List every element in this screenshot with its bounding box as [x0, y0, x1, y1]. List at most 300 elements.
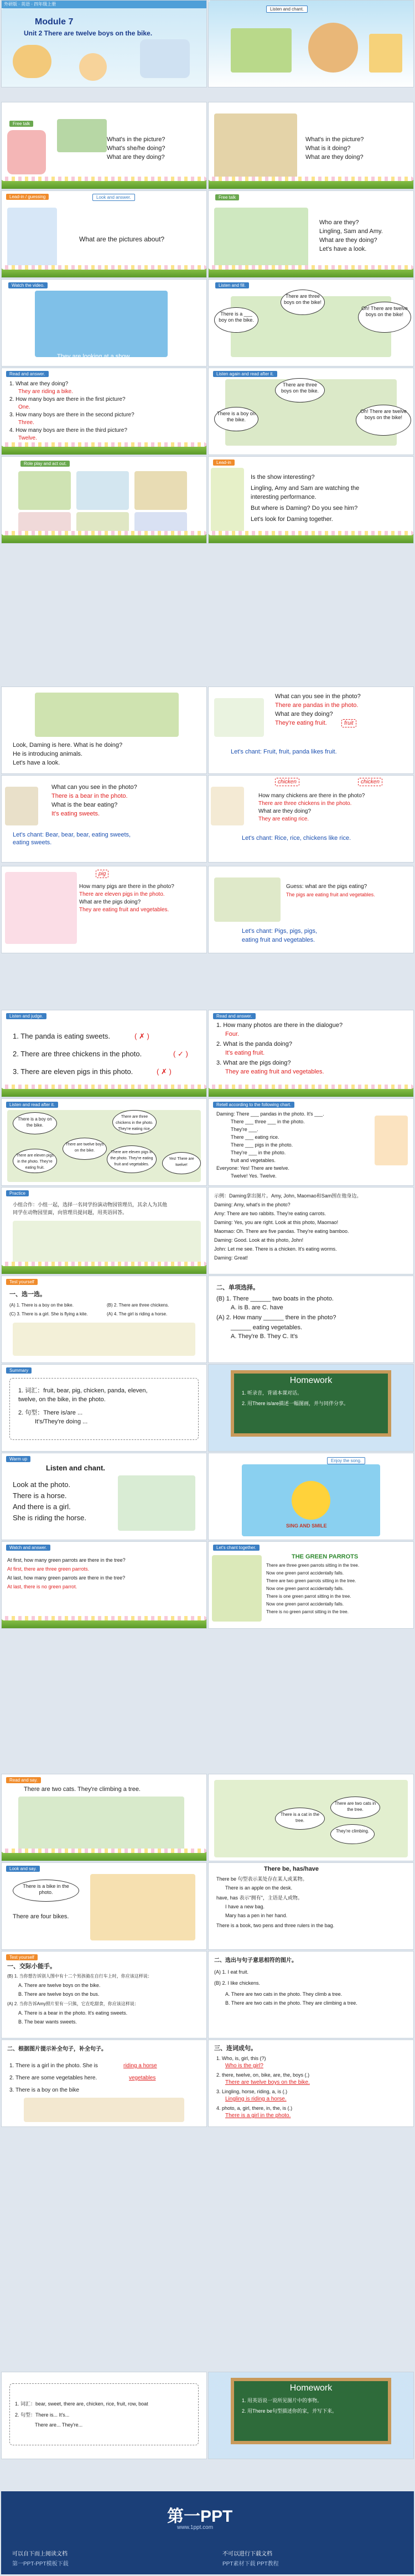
slide-enjoy-song — [208, 1453, 414, 1540]
option-1b: B. There are twelve boys on the bus. — [18, 1991, 100, 1997]
example-2: Daming: Amy, what's in the photo? — [214, 1202, 290, 1207]
line-3: What is the bear eating? — [51, 802, 118, 808]
section-tag: Listen and read after it. — [6, 1102, 58, 1108]
slide-free-talk-1 — [1, 102, 207, 189]
sentence: There are two cats. They're climbing a tree. — [24, 1786, 141, 1793]
question-1: What's in the picture? — [305, 136, 364, 143]
grass-strip — [2, 446, 206, 455]
site-footer — [1, 2491, 414, 2574]
options-3: A. They're B. They C. It's — [231, 1333, 298, 1340]
cartoon-picture — [7, 208, 57, 269]
exercise-heading: 二、选出与句子意思相符的图片。 — [214, 1958, 297, 1964]
grammar-5: Mary has a pen in her hand. — [225, 1913, 288, 1918]
answer-2: At last, there is no green parrot. — [7, 1584, 77, 1589]
line-3: Let's have a look. — [13, 760, 60, 766]
example-1: 示例：Daming拿出图片。Amy, John, Maomao和Sam围在他身边。 — [214, 1193, 362, 1199]
chant-line-3: And there is a girl. — [13, 1503, 71, 1511]
line-3: What are the pigs doing? — [79, 899, 141, 905]
grammar-2: There is an apple on the desk. — [225, 1885, 293, 1891]
slide-chant-parrots — [208, 1541, 414, 1629]
summary-2: 2. 句型：There is... It's... — [15, 2412, 70, 2418]
section-tag: Practice — [6, 1190, 29, 1196]
question-4: 4. How many boys are there in the third picture? — [9, 427, 127, 433]
speech-bubble: There is a boy on the bike. — [214, 407, 258, 431]
slide-homework-2 — [208, 2372, 414, 2459]
line-3: interesting performance. — [251, 494, 317, 500]
line-1: What can you see in the photo? — [275, 693, 361, 700]
video-frame[interactable] — [35, 291, 168, 357]
example-8: Daming: Great! — [214, 1255, 248, 1261]
blackboard — [231, 2378, 391, 2444]
zoo-picture — [35, 693, 179, 737]
item-4: (A) 4. The girl is riding a horse. — [107, 1312, 168, 1317]
panel-2 — [76, 471, 129, 510]
answer-1: Lingling, Sam and Amy. — [319, 228, 383, 235]
question-1: 1. How many photos are there in the dialogue? — [216, 1022, 343, 1029]
grass-strip — [209, 180, 413, 189]
chant: Let's chant: Fruit, fruit, panda likes fruit. — [231, 748, 337, 755]
question-2: At last, how many green parrots are there in the tree? — [7, 1575, 126, 1581]
answer-2: There are twelve boys on the bike. — [225, 2079, 310, 2085]
grammar-3: have, has 表示"拥有"，主语是人或物。 — [216, 1895, 303, 1901]
blackboard — [231, 1370, 391, 1437]
chicken-picture — [211, 787, 244, 825]
grass-strip — [209, 269, 413, 277]
question-3: 3. How many boys are there in the second picture? — [9, 412, 134, 418]
question-3: 3. What are the pigs doing? — [216, 1060, 291, 1066]
circus-picture — [214, 113, 297, 180]
grass-strip — [209, 1088, 413, 1097]
chant-line-2: Now one green parrot accidentally falls. — [266, 1571, 344, 1576]
grass-strip — [2, 1619, 206, 1628]
section-tag: Watch the video. — [8, 282, 48, 288]
character-picture — [375, 1116, 408, 1165]
slide-test-4 — [208, 1951, 414, 2038]
chant-line-4: She is riding the horse. — [13, 1514, 86, 1522]
slide-who-are-they — [208, 190, 414, 278]
line-2: There is a bear in the photo. — [51, 793, 128, 799]
item-2: (B) 2. There are three chickens. — [107, 1303, 169, 1308]
section-tag: Lead-in / guessing — [6, 194, 49, 200]
line-4: It's eating sweets. — [51, 811, 100, 817]
homework-2: 2. 用There be句型描述你的家，并写下来。 — [242, 2408, 338, 2414]
line-2: The pigs are eating fruit and vegetables. — [286, 892, 375, 897]
chant-line-4: Now one green parrot accidentally falls. — [266, 1586, 344, 1591]
section-tag: Role play and act out. — [20, 461, 70, 467]
section-tag: Retell according to the following chart. — [213, 1102, 294, 1108]
footer-note-3: 不可以进行下载文档 — [222, 2551, 272, 2557]
answer-4: There is a girl in the photo. — [225, 2113, 291, 2119]
chant-line-7: There is no green parrot sitting in the tree. — [266, 1609, 349, 1614]
line-5: Let's look for Daming together. — [251, 516, 333, 523]
question: What are the pictures about? — [79, 235, 165, 243]
chant-line-1: Look at the photo. — [13, 1480, 71, 1489]
question-2: What are they doing? — [319, 237, 377, 244]
statement-2: 2. There are three chickens in the photo. — [13, 1050, 142, 1058]
answer-2: vegetables — [129, 2075, 156, 2081]
summary-1: 1. 词汇：fruit, bear, pig, chicken, panda, eleven, — [18, 1387, 148, 1394]
exercise-heading: 一、选一选。 — [9, 1291, 46, 1298]
answer-1: Four. — [225, 1031, 240, 1037]
girl-picture — [7, 130, 46, 174]
item-1: 1. There is a girl in the photo. She is — [9, 2063, 98, 2069]
slide-look-answer — [1, 190, 207, 278]
speech-bubble: There is a boy on the bike. — [13, 1112, 57, 1134]
chant-2: eating fruit and vegetables. — [242, 937, 315, 943]
exercise-heading: 二、根据图片提示补全句子，补全句子。 — [7, 2046, 107, 2052]
slide-listen-fill — [208, 279, 414, 366]
grammar-6: There is a book, two pens and three rulers in the bag. — [216, 1923, 335, 1928]
answer-2: It's eating fruit. — [225, 1050, 265, 1056]
prompt: Let's have a look. — [319, 246, 367, 252]
retell-8: Everyone: Yes! There are twelve. — [216, 1165, 289, 1171]
slide-warm-up — [1, 1453, 207, 1540]
statement-3: 3. There are eleven pigs in this photo. — [13, 1067, 133, 1076]
grammar-1: There be 句型表示某处存在某人或某物。 — [216, 1876, 308, 1882]
question-3: What are they doing? — [305, 154, 364, 161]
instruction-2: 同学在动物园里面，向管理员提问题，用英语回答。 — [13, 1210, 128, 1215]
chant-title: THE GREEN PARROTS — [292, 1553, 359, 1560]
grass-strip — [2, 1852, 206, 1861]
cartoon-child — [13, 45, 51, 78]
summary-2: twelve, on the bike, in the photo. — [18, 1396, 106, 1403]
line-3: What are they doing? — [275, 711, 333, 717]
retell-2: There ___ three ___ in the photo. — [231, 1119, 305, 1124]
answer-1: At first, there are three green parrots. — [7, 1566, 90, 1572]
line-2: There are pandas in the photo. — [275, 702, 359, 709]
instruction-1: 小组合作：小组一起，选择一名同学扮演动物园管理员，其余人为其他 — [13, 1202, 168, 1207]
option-2a: A. There are two cats in the photo. They climb a tree. — [225, 1991, 343, 1997]
question-1: What's in the picture? — [107, 136, 165, 143]
line-2: Lingling, Amy and Sam are watching the — [251, 485, 360, 492]
retell-4: There ___ eating rice. — [231, 1134, 279, 1140]
options-picture — [13, 1323, 195, 1356]
item-2: (A) 2. How many ______ there in the photo? — [216, 1314, 336, 1321]
sentence: There are four bikes. — [13, 1913, 69, 1920]
slide-example — [208, 1187, 414, 1274]
hint-pictures — [24, 2098, 184, 2122]
section-tag: Listen again and read after it. — [213, 371, 277, 377]
speech-bubble: There are three boys on the bike. — [275, 378, 325, 402]
question-2: What is it doing? — [305, 145, 351, 152]
speech-bubble: There are eleven pigs in the photo. They're eating fruit. — [13, 1149, 57, 1173]
line-1: How many pigs are there in the photo? — [79, 884, 174, 890]
chant-line-2: There is a horse. — [13, 1491, 67, 1500]
speech-bubble: They're climbing. — [330, 1824, 375, 1844]
slide-listen-read — [1, 1098, 207, 1186]
slide-watch-video — [1, 279, 207, 366]
line-3: What are they doing? — [258, 808, 312, 814]
section-tag: Test yourself — [6, 1954, 38, 1960]
section-tag: Look and answer. — [92, 194, 135, 201]
line-1: What can you see in the photo? — [51, 784, 137, 791]
question-1: At first, how many green parrots are there in the tree? — [7, 1557, 126, 1563]
slide-read-answer-2 — [208, 1010, 414, 1097]
slide-cats-tree — [208, 1774, 414, 1861]
item-3: 3. There is a boy on the bike — [9, 2087, 80, 2093]
item-2: (A) 2. 当你告诉Amy照片里有一只熊，它在吃甜食，你应该这样说： — [7, 2001, 139, 2006]
slide-bear — [1, 775, 207, 863]
summary-4: It's/They're doing ... — [35, 1418, 88, 1425]
slide-daming-here — [1, 686, 207, 774]
question-3: What are they doing? — [107, 154, 165, 161]
option-1a: A. There are twelve boys on the bike. — [18, 1983, 101, 1988]
homework-title: Homework — [289, 1376, 333, 1385]
module-title: Module 7 — [35, 17, 74, 27]
section-tag: Lead-in — [213, 460, 235, 466]
slide-role-play — [1, 456, 207, 544]
item-2: 2. There are some vegetables here. — [9, 2075, 97, 2081]
section-tag: Warm up — [6, 1456, 30, 1462]
section-tag: Summary — [6, 1367, 32, 1374]
option-2b: B. There are two cats in the photo. They are climbing a tree. — [225, 2000, 357, 2006]
slide-summary-2 — [1, 2372, 207, 2459]
grass-strip — [2, 269, 206, 277]
line-1: How many chickens are there in the photo? — [258, 793, 365, 799]
question-2: What's she/he doing? — [107, 145, 165, 152]
slide-chicken — [208, 775, 414, 863]
panda-picture — [214, 698, 264, 737]
slide-listen-chant — [208, 0, 414, 87]
question-1: Who are they? — [319, 219, 359, 226]
slide-look-say — [1, 1862, 207, 1950]
homework-title: Homework — [289, 2383, 333, 2393]
footer-note-2: 第一PPT-PPT模板下载 — [12, 2561, 69, 2567]
speech-bubble: There are three boys on the bike! — [281, 290, 325, 315]
sun-icon — [292, 1481, 330, 1520]
summary-3: 2. 句型：There is/are ... — [18, 1410, 83, 1416]
item-1: (A) 1. There is a boy on the bike. — [9, 1303, 74, 1308]
homework-2: 2. 用There is/are描述一幅图画，并与同伴分享。 — [242, 1401, 349, 1406]
slide-test-6 — [208, 2040, 414, 2127]
line-4: They're eating fruit. — [275, 720, 327, 726]
grass-strip — [2, 1088, 206, 1097]
slide-listen-judge — [1, 1010, 207, 1097]
slide-free-talk-2 — [208, 102, 414, 189]
options-1: A. is B. are C. have — [231, 1304, 283, 1311]
homework-1: 1. 用英语说一说所见图片中的事物。 — [242, 2398, 323, 2403]
slide-test-2 — [208, 1276, 414, 1363]
site-url[interactable]: www.1ppt.com — [177, 2525, 214, 2531]
grammar-title: There be, has/have — [264, 1866, 319, 1872]
question-2: 2. How many boys are there in the first picture? — [9, 396, 126, 402]
chant-line-6: Now one green parrot accidentally falls. — [266, 1602, 344, 1607]
cats-picture — [18, 1797, 184, 1852]
question-2: 2. What is the panda doing? — [216, 1041, 292, 1047]
speech-bubble: Oh! There are twelve boys on the bike! — [356, 405, 411, 436]
slide-header: 外研版 · 英语 · 四年级上册 — [2, 1, 206, 8]
chant: Let's chant: Pigs, pigs, pigs, — [242, 928, 318, 935]
grass-strip — [2, 180, 206, 189]
line-4: But where is Daming? Do you see him? — [251, 505, 358, 512]
line-4: They are eating fruit and vegetables. — [79, 907, 169, 913]
line-1: Guess: what are the pigs eating? — [286, 884, 367, 890]
slide-listen-again — [208, 368, 414, 455]
answer-1: Who is the girl? — [225, 2063, 263, 2069]
grammar-4: I have a new bag. — [225, 1904, 265, 1909]
section-tag: Enjoy the song. — [327, 1457, 365, 1464]
footer-note-4: PPT素材下载 PPT教程 — [222, 2561, 279, 2567]
word-card: pig — [96, 870, 108, 878]
item-1: (B) 1. 当你想告诉别人图中有十二个男孩骑在自行车上时，你应该这样说： — [7, 1974, 152, 1979]
slide-read-answer — [1, 368, 207, 455]
slide-lead-in — [208, 456, 414, 544]
answer-3: They are eating fruit and vegetables. — [225, 1068, 324, 1075]
slide-pigs — [1, 866, 207, 953]
chant-line-5: There is one green parrot sitting in the tree. — [266, 1594, 351, 1599]
animals-picture — [13, 1221, 201, 1265]
speech-bubble: There are two cats in the tree. — [330, 1797, 380, 1819]
section-tag: Test yourself — [6, 1279, 38, 1285]
slide-retell — [208, 1098, 414, 1186]
statement-1: 1. The panda is eating sweets. — [13, 1032, 111, 1040]
speech-bubble: There is a ___ boy on the bike. — [214, 307, 258, 333]
answer-3: Three. — [18, 420, 34, 426]
bike-picture — [90, 1874, 195, 1940]
item-3: ______ eating vegetables. — [231, 1324, 303, 1331]
site-logo[interactable]: 第一PPT — [167, 2507, 233, 2526]
line-2: There are eleven pigs in the photo. — [79, 891, 165, 897]
grass-strip — [2, 1265, 206, 1274]
slide-panda — [208, 686, 414, 774]
caption: They are looking at a show. — [57, 353, 131, 360]
slide-summary — [1, 1364, 207, 1452]
line-1: Look, Daming is here. What is he doing? — [13, 742, 123, 748]
bear-picture — [5, 787, 38, 825]
girl-picture — [369, 34, 402, 73]
answer-4: Twelve. — [18, 435, 37, 441]
exercise-heading: 三、连词成句。 — [214, 2045, 257, 2052]
pigs-picture — [214, 877, 281, 922]
pigs-picture — [5, 872, 77, 944]
mark-2: ( ✓ ) — [173, 1050, 188, 1058]
horse-picture — [118, 1475, 195, 1531]
section-tag: Read and answer. — [213, 1013, 256, 1019]
mark-3: ( ✗ ) — [157, 1067, 172, 1076]
item-4: 4. photo, a, girl, there, in, the, is (.) — [216, 2105, 293, 2111]
section-tag: Let's chant together. — [213, 1545, 260, 1551]
summary-3: There are... They're... — [35, 2422, 83, 2428]
speech-bubble: Yes! There are twelve! — [162, 1152, 201, 1174]
parrots-picture — [212, 1555, 262, 1622]
example-7: John: Let me see. There is a chicken. It's eating worms. — [214, 1246, 337, 1252]
word-card: fruit — [341, 719, 356, 727]
item-1: 1. Who, is, girl, this (?) — [216, 2056, 266, 2061]
item-2: (B) 2. I like chickens. — [214, 1980, 261, 1986]
cartoon-characters — [140, 39, 190, 78]
grass-strip — [2, 534, 206, 543]
photo-picture — [57, 119, 107, 152]
item-1: (B) 1. There ______ two boats in the photo. — [216, 1295, 334, 1302]
chant: Let's chant: Rice, rice, chickens like rice. — [242, 835, 351, 842]
section-tag: Free talk — [215, 194, 239, 200]
chant: Let's chant: Bear, bear, bear, eating sweets, eating sweets. — [13, 832, 131, 846]
section-tag: Free talk — [9, 121, 33, 127]
section-tag: Listen and chant. — [266, 6, 308, 13]
retell-1: Daming: There ___ pandas in the photo. It's ___. — [216, 1111, 324, 1117]
slide-test-3 — [1, 1951, 207, 2038]
grass-strip — [209, 534, 413, 543]
item-3: (C) 3. There is a girl. She is flying a kite. — [9, 1312, 88, 1317]
exercise-heading: 二、单项选择。 — [216, 1284, 259, 1291]
slide-grammar — [208, 1862, 414, 1950]
lion-picture — [308, 23, 358, 73]
question-1: 1. What are they doing? — [9, 381, 69, 387]
item-3: 3. Lingling, horse, riding, a, is (.) — [216, 2089, 288, 2094]
panel-3 — [134, 471, 187, 510]
speech-bubble: There is a cat in the tree. — [275, 1808, 325, 1830]
example-6: Daming: Good. Look at this photo, John! — [214, 1237, 304, 1243]
retell-7: fruit and vegetables. — [231, 1158, 276, 1163]
homework-1: 1. 听录音，背诵本课对话。 — [242, 1390, 303, 1396]
slide-cover — [1, 0, 207, 87]
slide-test-5 — [1, 2040, 207, 2127]
line-1: Is the show interesting? — [251, 474, 315, 481]
answer-1: They are riding a bike. — [18, 389, 73, 395]
song-title: SING AND SMILE — [286, 1523, 327, 1529]
answer-2: One. — [18, 404, 30, 410]
word-card: chicken — [275, 778, 299, 786]
slide-test-1 — [1, 1276, 207, 1363]
slide-watch-answer — [1, 1541, 207, 1629]
panel-1 — [18, 471, 71, 510]
chant-line-3: There are two green parrots sitting in the tree. — [266, 1578, 356, 1583]
option-2a: A. There is a bear in the photo. It's eating sweets. — [18, 2010, 128, 2016]
mark-1: ( ✗ ) — [134, 1032, 149, 1040]
retell-5: There ___ pigs in the photo. — [231, 1142, 293, 1148]
line-2: There are three chickens in the photo. — [258, 801, 352, 807]
line-4: They are eating rice. — [258, 816, 309, 822]
section-tag: Read and answer. — [6, 371, 49, 377]
speech-bubble: Oh! There are twelve boys on the bike! — [358, 302, 411, 333]
speech-bubble: There is a bike in the photo. — [13, 1880, 79, 1902]
slide-homework-1 — [208, 1364, 414, 1452]
speech-bubble: There are three chickens in the photo. They're eating rice. — [112, 1110, 157, 1134]
section-tag: Watch and answer. — [6, 1545, 50, 1551]
retell-9: Twelve! Yes. Twelve. — [231, 1173, 277, 1179]
answer-1: riding a horse — [123, 2063, 157, 2069]
item-1: (A) 1. I eat fruit. — [214, 1969, 249, 1975]
zoo-picture — [231, 28, 292, 73]
line-2: He is introducing animals. — [13, 751, 82, 757]
exercise-heading: 一、交际小能手。 — [7, 1963, 56, 1970]
chant-title: Listen and chant. — [46, 1464, 105, 1472]
children-picture — [214, 208, 308, 269]
section-tag: Listen and judge. — [6, 1013, 46, 1019]
slide-guess-pigs — [208, 866, 414, 953]
section-tag: Look and say. — [6, 1866, 40, 1872]
answer-3: Lingling is riding a horse. — [225, 2096, 287, 2102]
speech-bubble: There are twelve boys on the bike. — [63, 1138, 107, 1160]
summary-1: 1. 词汇：bear, sweet, there are, chicken, rice, fruit, row, boat — [15, 2401, 148, 2407]
example-4: Daming: Yes, you are right. Look at this photo, Maomao! — [214, 1220, 339, 1225]
section-tag: Read and say. — [6, 1777, 41, 1783]
item-2: 2. there, twelve, on, bike, are, the, boys (.) — [216, 2072, 310, 2078]
slide-practice — [1, 1187, 207, 1274]
slide-read-say — [1, 1774, 207, 1861]
unit-title: Unit 2 There are twelve boys on the bike. — [24, 29, 153, 37]
chant-line-1: There are three green parrots sitting in the tree. — [266, 1563, 360, 1568]
kids-picture — [211, 468, 244, 534]
section-tag: Listen and fill. — [215, 282, 249, 288]
example-3: Amy: There are two rabbits. They're eating carrots. — [214, 1211, 326, 1216]
retell-6: They're ___ in the photo. — [231, 1150, 286, 1155]
cartoon-child — [79, 53, 107, 81]
retell-3: They're ___. — [231, 1127, 258, 1132]
speech-bubble: There are eleven pigs in the photo. They're eating fruit and vegetables. — [107, 1145, 157, 1173]
option-2b: B. The bear wants sweets. — [18, 2019, 77, 2025]
example-5: Maomao: Oh. There are five pandas. They're eating bamboo. — [214, 1228, 349, 1234]
